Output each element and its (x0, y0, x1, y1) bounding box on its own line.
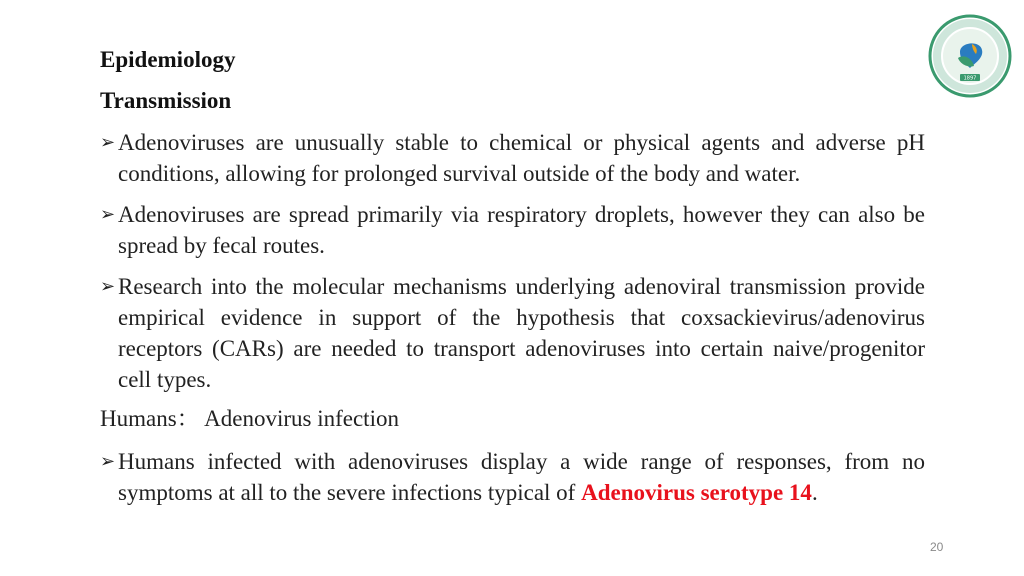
arrow-bullet-icon: ➢ (100, 132, 116, 153)
arrow-bullet-icon: ➢ (100, 276, 116, 297)
bullet-text: Adenoviruses are unusually stable to chemical or physical agents and adverse pH conditions, allowing for prolonged survival outside of the body and water. (118, 130, 925, 186)
bullet-item (100, 127, 925, 189)
bullet-text-end: . (811, 480, 818, 505)
bullet-item (100, 446, 925, 508)
arrow-bullet-icon: ➢ (100, 204, 116, 225)
section-subheading: Humans： Adenovirus infection (100, 406, 399, 431)
hospital-logo (928, 14, 1012, 98)
bullet-text: Adenoviruses are spread primarily via respiratory droplets, however they can also be spread by fecal routes. (118, 202, 925, 258)
bullet-text: Research into the molecular mechanisms underlying adenoviral transmission provide empirical evidence in support of the hypothesis that coxsackievirus/adenovirus receptors (CARs) are needed to transport adenoviruses into certain naive/progenitor cell types. (118, 274, 925, 392)
slide-heading-epidemiology: Epidemiology (100, 47, 236, 72)
bullet-item (100, 271, 925, 395)
page-number: 20 (930, 540, 944, 554)
bullet-text-lead: Humans infected with adenoviruses display a wide range of responses, from no symptoms at all to the severe infections typical of (118, 449, 925, 505)
arrow-bullet-icon: ➢ (100, 451, 116, 472)
logo-year: 1897 (963, 75, 977, 82)
slide-heading-transmission: Transmission (100, 88, 232, 113)
bullet-item (100, 199, 925, 261)
bullet-text (118, 446, 925, 508)
highlighted-serotype: Adenovirus serotype 14 (581, 480, 812, 505)
